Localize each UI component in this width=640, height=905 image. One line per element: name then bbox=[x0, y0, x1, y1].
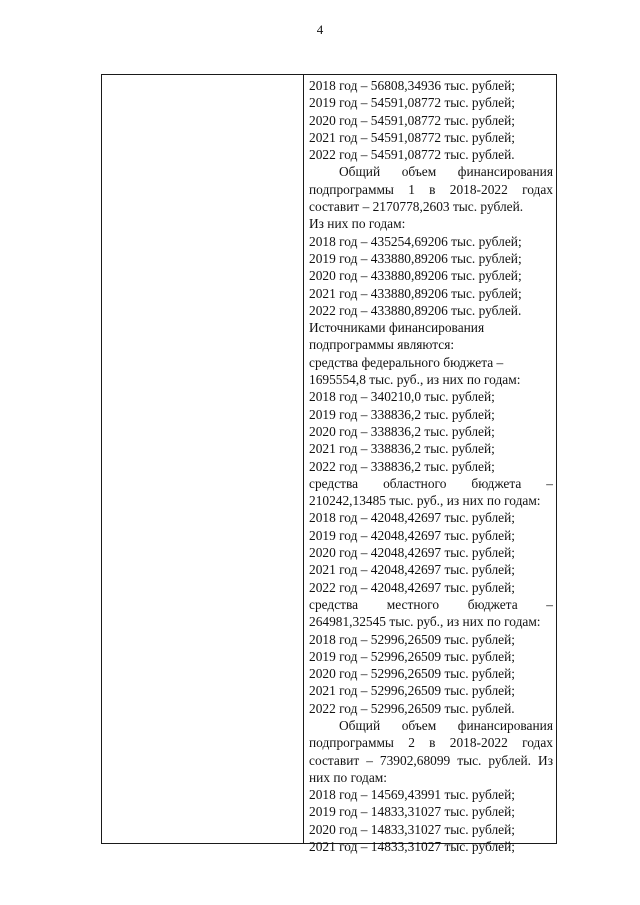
text-line: 2018 год – 52996,26509 тыс. рублей; bbox=[309, 631, 515, 647]
text-line: 2020 год – 14833,31027 тыс. рублей; bbox=[309, 821, 515, 837]
text-line: 2020 год – 52996,26509 тыс. рублей; bbox=[309, 666, 515, 682]
financing-table bbox=[101, 74, 557, 855]
text-line: 210242,13485 тыс. руб., из них по годам: bbox=[309, 493, 541, 509]
text-line: Общий объем финансирования bbox=[339, 717, 553, 733]
text-line: 2020 год – 338836,2 тыс. рублей; bbox=[309, 423, 495, 439]
text-line: средства федерального бюджета – bbox=[309, 354, 504, 370]
text-line: подпрограммы 1 в 2018-2022 годах bbox=[309, 181, 553, 197]
text-line: 264981,32545 тыс. руб., из них по годам: bbox=[309, 614, 541, 630]
text-line: 2019 год – 338836,2 тыс. рублей; bbox=[309, 406, 495, 422]
text-line: них по годам: bbox=[309, 769, 388, 785]
text-line: 2019 год – 42048,42697 тыс. рублей; bbox=[309, 527, 515, 543]
text-line: 2018 год – 56808,34936 тыс. рублей; bbox=[309, 78, 515, 93]
text-line: Источниками финансирования bbox=[309, 320, 485, 336]
text-line: подпрограммы являются: bbox=[309, 337, 455, 353]
text-line: составит – 73902,68099 тыс. рублей. Из bbox=[309, 752, 553, 768]
text-line: 2021 год – 52996,26509 тыс. рублей; bbox=[309, 683, 515, 699]
text-line: подпрограммы 2 в 2018-2022 годах bbox=[309, 735, 553, 751]
text-line: 2019 год – 14833,31027 тыс. рублей; bbox=[309, 804, 515, 820]
text-line: 2020 год – 433880,89206 тыс. рублей; bbox=[309, 268, 522, 284]
text-line: 2022 год – 433880,89206 тыс. рублей. bbox=[309, 302, 522, 318]
text-line: 2022 год – 52996,26509 тыс. рублей. bbox=[309, 700, 515, 716]
text-line: Общий объем финансирования bbox=[339, 164, 553, 180]
text-line: 2021 год – 42048,42697 тыс. рублей; bbox=[309, 562, 515, 578]
text-line: 2019 год – 54591,08772 тыс. рублей; bbox=[309, 95, 515, 111]
text-line: Из них по годам: bbox=[309, 216, 406, 232]
table-left-cell bbox=[102, 75, 303, 843]
text-line: средства областного бюджета – bbox=[309, 475, 553, 491]
text-line: составит – 2170778,2603 тыс. рублей. bbox=[309, 199, 524, 215]
text-line: 2018 год – 435254,69206 тыс. рублей; bbox=[309, 233, 522, 249]
table-right-cell bbox=[309, 77, 553, 855]
text-line: средства местного бюджета – bbox=[309, 596, 553, 612]
text-line: 2019 год – 52996,26509 тыс. рублей; bbox=[309, 648, 515, 664]
text-line: 2021 год – 14833,31027 тыс. рублей; bbox=[309, 839, 515, 855]
table-column-divider bbox=[303, 75, 304, 843]
text-line: 2020 год – 42048,42697 тыс. рублей; bbox=[309, 545, 515, 561]
text-line: 2021 год – 338836,2 тыс. рублей; bbox=[309, 441, 495, 457]
text-line: 2018 год – 340210,0 тыс. рублей; bbox=[309, 389, 495, 405]
text-line: 2020 год – 54591,08772 тыс. рублей; bbox=[309, 112, 515, 128]
text-line: 2021 год – 54591,08772 тыс. рублей; bbox=[309, 129, 515, 145]
text-line: 2021 год – 433880,89206 тыс. рублей; bbox=[309, 285, 522, 301]
text-line: 2022 год – 54591,08772 тыс. рублей. bbox=[309, 147, 515, 163]
text-line: 2019 год – 433880,89206 тыс. рублей; bbox=[309, 250, 522, 266]
text-line: 2018 год – 14569,43991 тыс. рублей; bbox=[309, 787, 515, 803]
text-line: 2022 год – 42048,42697 тыс. рублей; bbox=[309, 579, 515, 595]
page-number: 4 bbox=[316, 22, 324, 37]
text-line: 1695554,8 тыс. руб., из них по годам: bbox=[309, 372, 521, 388]
text-line: 2022 год – 338836,2 тыс. рублей; bbox=[309, 458, 495, 474]
text-line: 2018 год – 42048,42697 тыс. рублей; bbox=[309, 510, 515, 526]
